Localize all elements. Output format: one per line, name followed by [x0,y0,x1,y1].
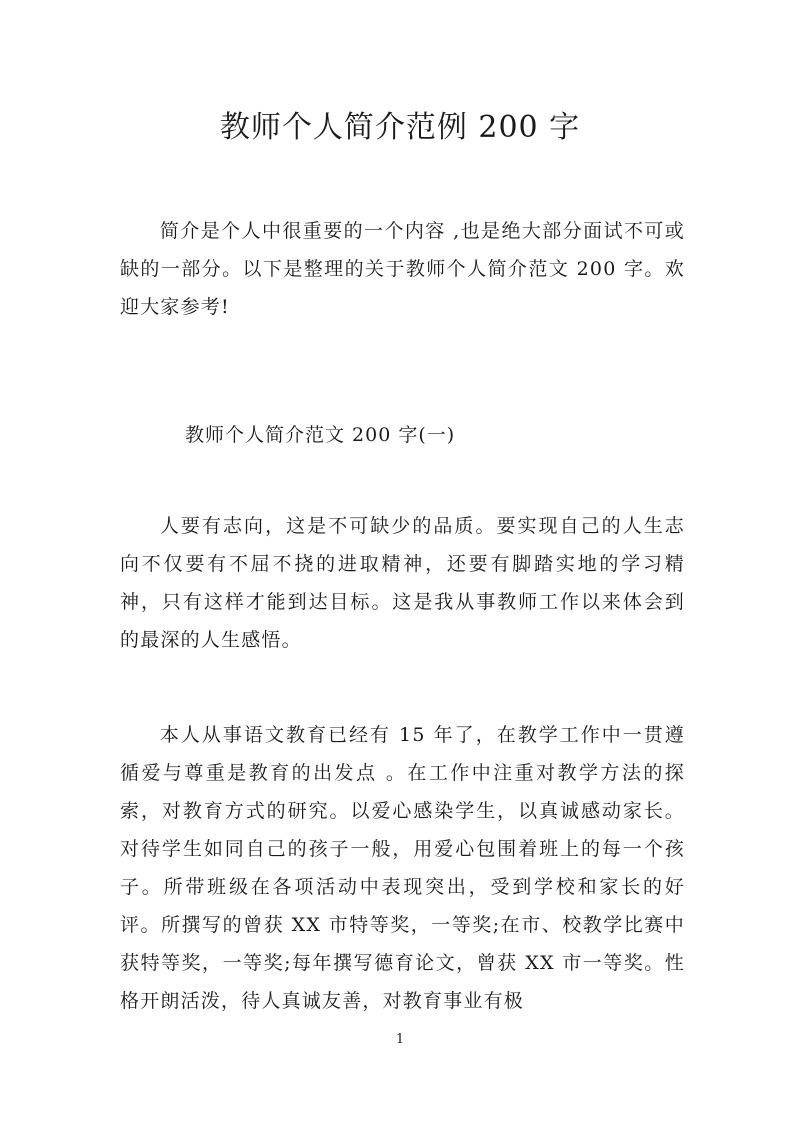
page-number: 1 [395,1032,405,1047]
section-heading: 教师个人简介范文 200 字(一) [185,424,456,446]
body-paragraph-1: 人要有志向，这是不可缺少的品质。要实现自己的人生志向不仅要有不屈不挠的进取精神，还要有脚踏实地的学习精神，只有这样才能到达目标。这是我从事教师工作以来体会到的最深的人生感悟。 [120,515,685,651]
intro-paragraph: 简介是个人中很重要的一个内容 ,也是绝大部分面试不可或缺的一部分。以下是整理的关于教师个人简介范文 200 字。欢迎大家参考! [120,220,685,318]
document-title: 教师个人简介范例 200 字 [219,110,581,145]
body-paragraph-2: 本人从事语文教育已经有 15 年了，在教学工作中一贯遵循爱与尊重是教育的出发点 。在工作中注重对教学方法的探索，对教育方式的研究。以爱心感染学生，以真诚感动家长。对待学生如同自己的孩子一般，用爱心包围着班上的每一个孩子。所带班级在各项活动中表现突出，受到学校和家长的好评。所撰写的曾获 XX 市特等奖，一等奖;在市、校教学比赛中获特等奖，一等奖;每年撰写德育论文，曾获 XX 市一等奖。性格开朗活泼，待人真诚友善，对教育事业有极 [120,724,685,1012]
